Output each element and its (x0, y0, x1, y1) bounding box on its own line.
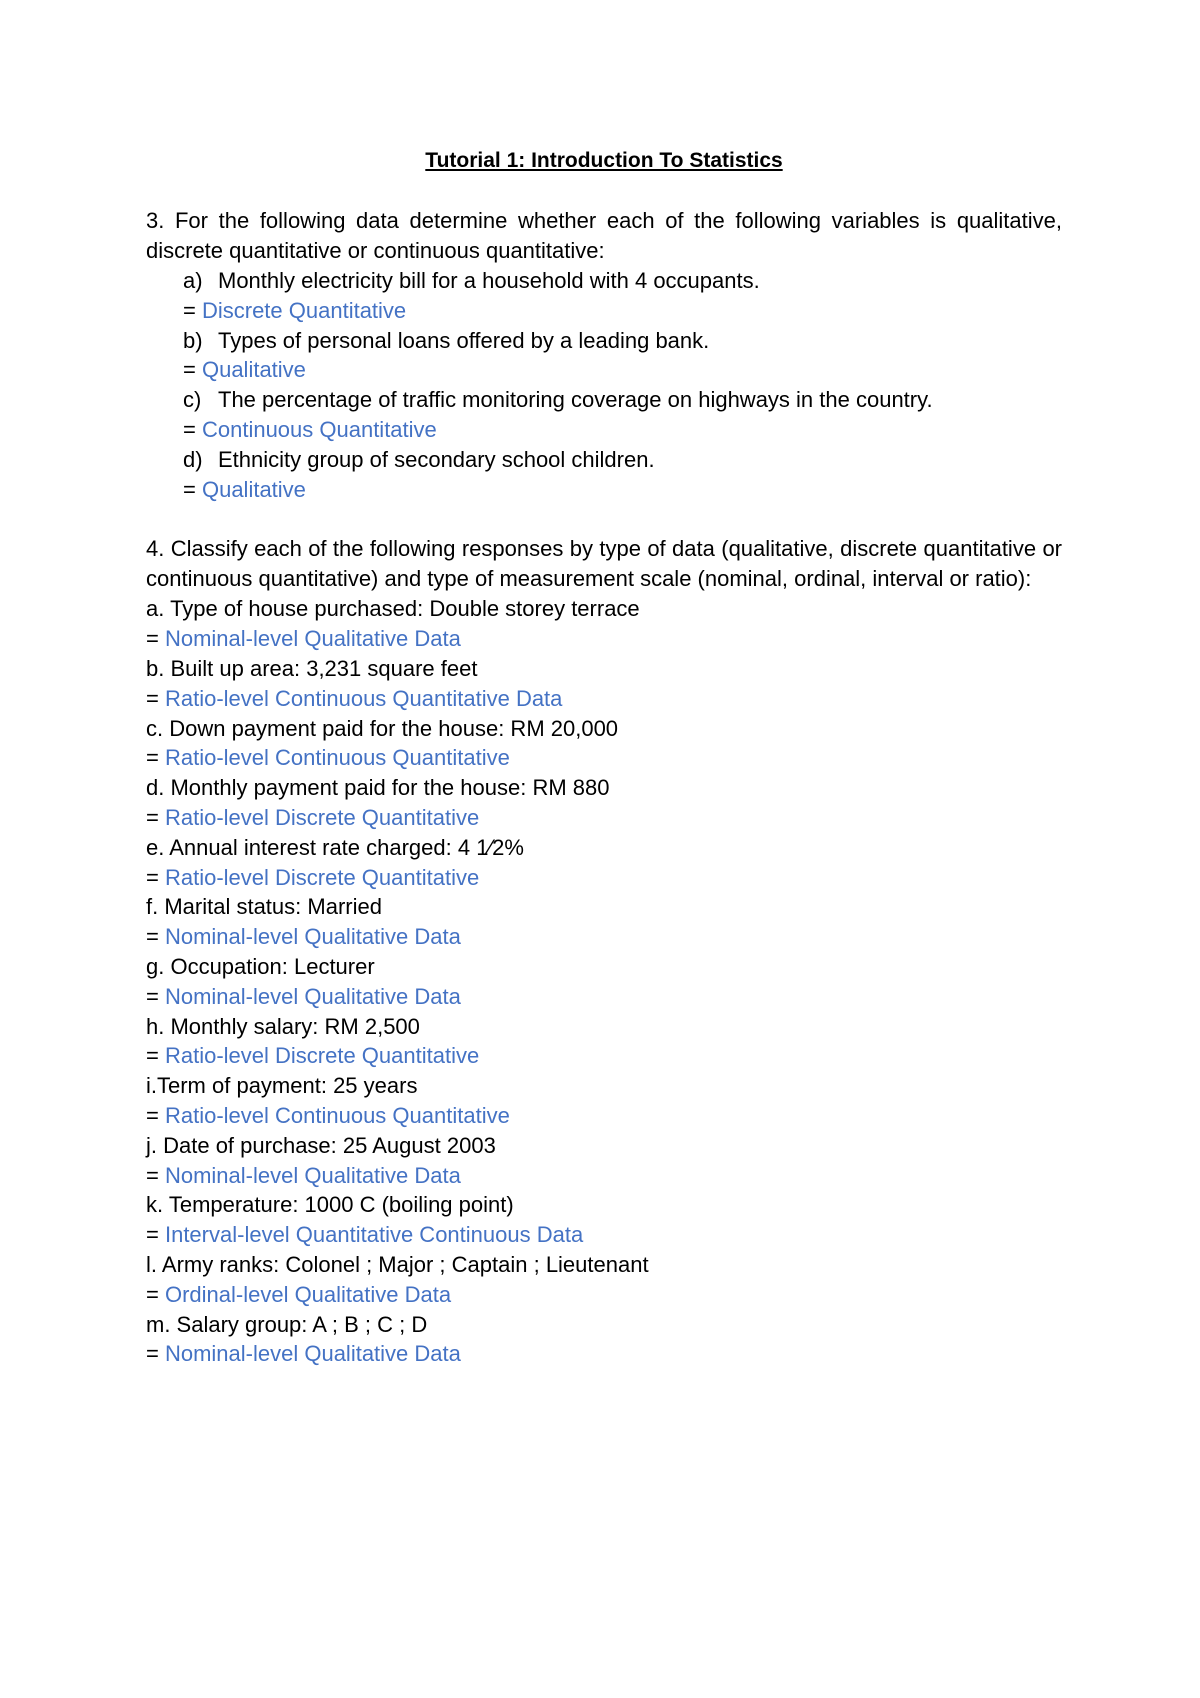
page-title: Tutorial 1: Introduction To Statistics (425, 149, 783, 172)
answer-line: = Ratio-level Continuous Quantitative Data (146, 685, 563, 711)
answer-line: = Ratio-level Continuous Quantitative (146, 1102, 510, 1128)
item-label: c) (183, 387, 202, 413)
list-item: f. Marital status: Married (146, 894, 382, 920)
answer-line: = Nominal-level Qualitative Data (146, 983, 461, 1009)
item-label: d) (183, 446, 203, 472)
q4-list (146, 594, 1062, 1369)
list-item: a. Type of house purchased: Double storey terrace (146, 596, 640, 622)
item-text: Ethnicity group of secondary school children. (218, 446, 655, 472)
document-page (146, 146, 1062, 1369)
list-item: k. Temperature: 1000 C (boiling point) (146, 1192, 514, 1218)
list-item: e. Annual interest rate charged: 4 1⁄2% (146, 834, 524, 860)
answer: Ratio-level Discrete Quantitative (164, 804, 480, 830)
item-label: a) (183, 268, 203, 293)
answer: Nominal-level Qualitative Data (164, 1162, 461, 1188)
answer: Ratio-level Discrete Quantitative (164, 1043, 480, 1069)
list-item: j. Date of purchase: 25 August 2003 (146, 1132, 496, 1158)
answer: Ratio-level Discrete Quantitative (164, 864, 480, 890)
answer: Qualitative (201, 357, 306, 383)
answer: Nominal-level Qualitative Data (164, 983, 461, 1009)
answer-line: = Continuous Quantitative (183, 416, 437, 442)
answer: Nominal-level Qualitative Data (164, 626, 461, 652)
list-item (183, 445, 1062, 475)
answer: Ratio-level Continuous Quantitative (164, 745, 510, 771)
answer-line: = Qualitative (183, 357, 306, 383)
list-item (183, 266, 1062, 296)
list-item: i.Term of payment: 25 years (146, 1073, 418, 1099)
item-text: Monthly electricity bill for a household with 4 occupants. (218, 268, 760, 293)
list-item: c. Down payment paid for the house: RM 20,000 (146, 715, 619, 741)
answer: Continuous Quantitative (201, 416, 437, 442)
answer-line: = Interval-level Quantitative Continuous Data (146, 1222, 584, 1248)
list-item (183, 326, 1062, 356)
answer: Discrete Quantitative (201, 297, 407, 323)
q4-prompt: 4. Classify each of the following responses by type of data (qualitative, discrete quantitative or continuous quantitative) and type of measurement scale (nominal, ordinal, interval or ratio): (146, 536, 1062, 592)
answer: Nominal-level Qualitative Data (164, 924, 461, 950)
answer-line: = Ratio-level Discrete Quantitative (146, 864, 480, 890)
answer: Interval-level Quantitative Continuous Data (164, 1222, 584, 1248)
answer: Ratio-level Continuous Quantitative Data (164, 685, 563, 711)
answer-line: = Discrete Quantitative (183, 297, 407, 323)
list-item (183, 385, 1062, 415)
answer-line: = Nominal-level Qualitative Data (146, 1162, 461, 1188)
answer: Ratio-level Continuous Quantitative (164, 1102, 510, 1128)
q3-prompt: 3. For the following data determine whether each of the following variables is qualitative, discrete quantitative or continuous quantitative: (146, 208, 1062, 263)
answer-line: = Ratio-level Discrete Quantitative (146, 1043, 480, 1069)
list-item: g. Occupation: Lecturer (146, 953, 375, 979)
list-item: h. Monthly salary: RM 2,500 (146, 1013, 420, 1039)
item-label: b) (183, 327, 203, 353)
answer-line: = Nominal-level Qualitative Data (146, 1341, 461, 1367)
answer-line: = Qualitative (183, 476, 306, 502)
answer-line: = Nominal-level Qualitative Data (146, 626, 461, 652)
list-item: l. Army ranks: Colonel ; Major ; Captain ; Lieutenant (146, 1251, 649, 1277)
answer: Ordinal-level Qualitative Data (164, 1281, 452, 1307)
answer-line: = Ordinal-level Qualitative Data (146, 1281, 452, 1307)
q3-list (146, 266, 1062, 504)
answer-line: = Ratio-level Continuous Quantitative (146, 745, 510, 771)
answer-line: = Ratio-level Discrete Quantitative (146, 804, 480, 830)
list-item: m. Salary group: A ; B ; C ; D (146, 1311, 428, 1337)
item-text: The percentage of traffic monitoring coverage on highways in the country. (218, 387, 933, 413)
answer: Nominal-level Qualitative Data (164, 1341, 461, 1367)
item-text: Types of personal loans offered by a leading bank. (218, 327, 710, 353)
list-item: b. Built up area: 3,231 square feet (146, 655, 478, 681)
answer: Qualitative (201, 476, 306, 502)
answer-line: = Nominal-level Qualitative Data (146, 924, 461, 950)
list-item: d. Monthly payment paid for the house: RM 880 (146, 775, 610, 801)
